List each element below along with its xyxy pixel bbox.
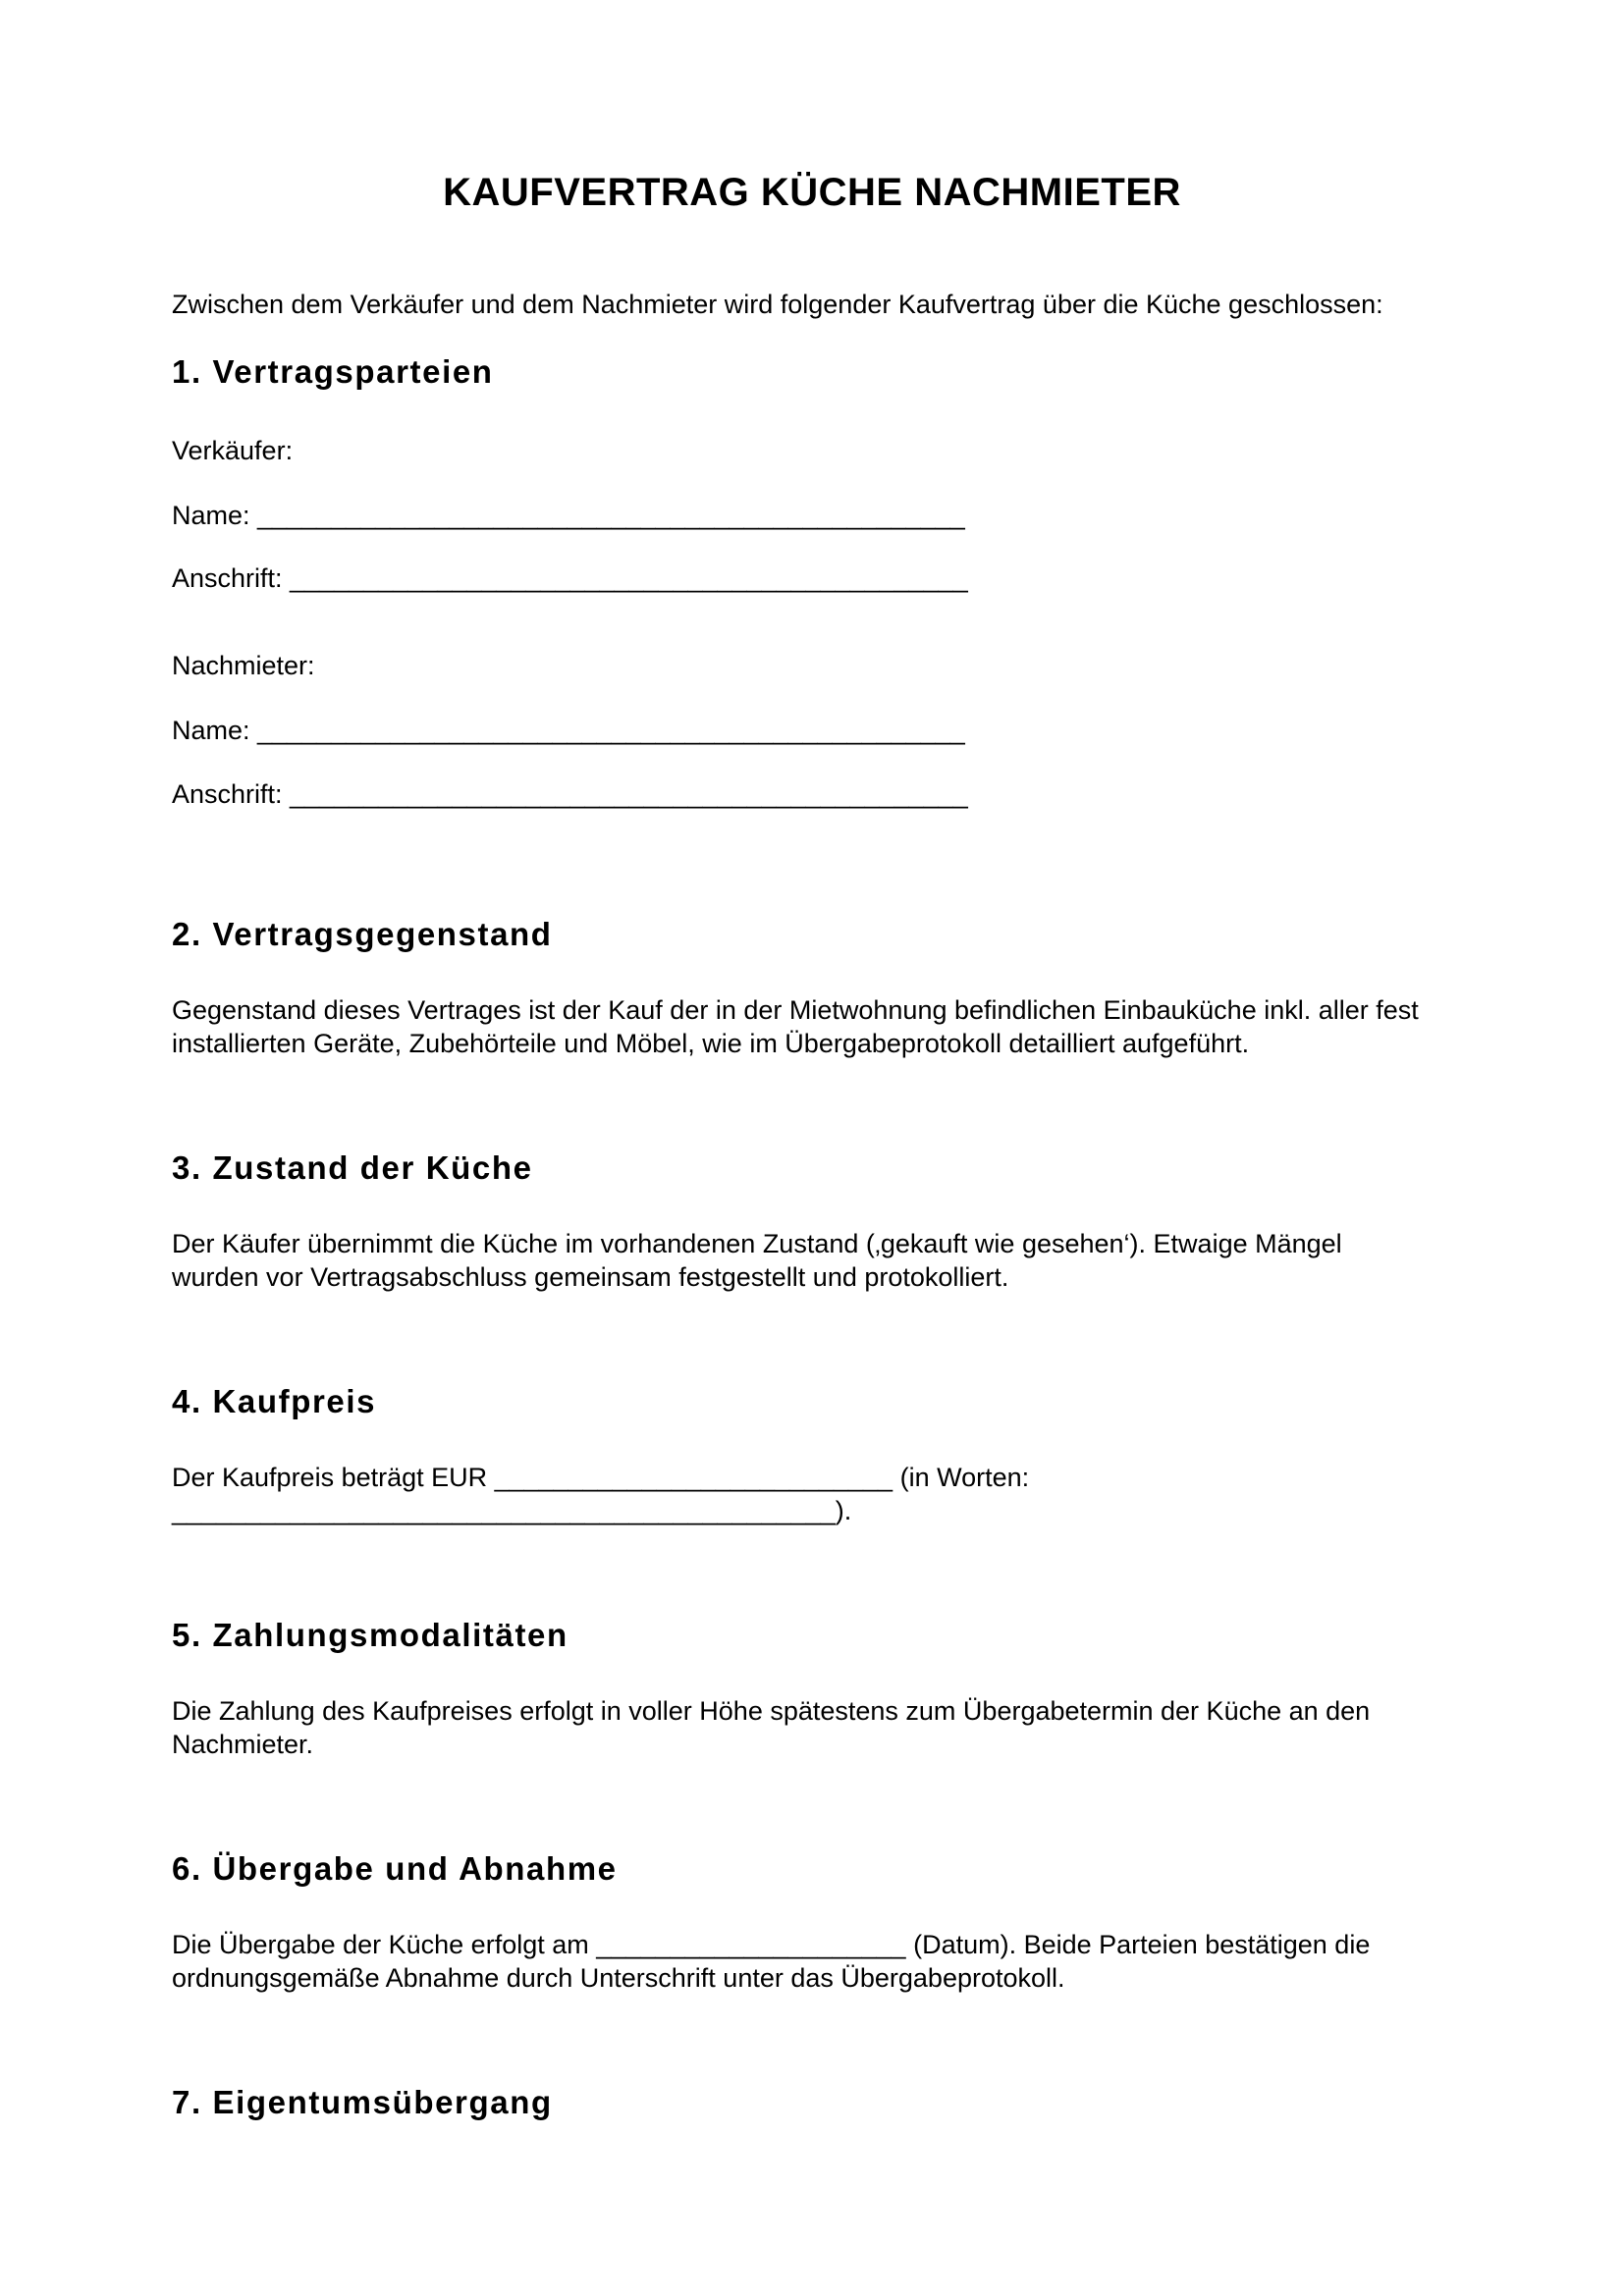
section-2-line-2: installierten Geräte, Zubehörteile und Möbel, wie im Übergabeprotokoll detailliert aufgeführt. bbox=[172, 1029, 1250, 1058]
section-3-line-1: Der Käufer übernimmt die Küche im vorhandenen Zustand (‚gekauft wie gesehen‘). Etwaige Mängel bbox=[172, 1229, 1342, 1258]
section-2-line-1: Gegenstand dieses Vertrages ist der Kauf der in der Mietwohnung befindlichen Einbauküche inkl. aller fest bbox=[172, 995, 1419, 1025]
section-6-line-2: ordnungsgemäße Abnahme durch Unterschrift unter das Übergabeprotokoll. bbox=[172, 1963, 1065, 1993]
section-1-heading: 1. Vertragsparteien bbox=[172, 353, 494, 390]
section-2-heading: 2. Vertragsgegenstand bbox=[172, 916, 553, 952]
tenant-label: Nachmieter: bbox=[172, 651, 315, 680]
section-3-line-2: wurden vor Vertragsabschluss gemeinsam festgestellt und protokolliert. bbox=[172, 1262, 1009, 1292]
tenant-address-field: Anschrift: ______________________________________________ bbox=[172, 779, 968, 809]
section-5-line-1: Die Zahlung des Kaufpreises erfolgt in voller Höhe spätestens zum Übergabetermin der Küche an den bbox=[172, 1696, 1371, 1726]
section-4-line-2: _____________________________________________). bbox=[172, 1496, 852, 1525]
section-4-line-1: Der Kaufpreis beträgt EUR ___________________________ (in Worten: bbox=[172, 1463, 1030, 1492]
section-3-heading: 3. Zustand der Küche bbox=[172, 1149, 533, 1186]
document-title: KAUFVERTRAG KÜCHE NACHMIETER bbox=[443, 171, 1181, 214]
intro-text: Zwischen dem Verkäufer und dem Nachmieter wird folgender Kaufvertrag über die Küche geschlossen: bbox=[172, 290, 1383, 319]
seller-address-field: Anschrift: ______________________________________________ bbox=[172, 563, 968, 593]
tenant-name-field: Name: ________________________________________________ bbox=[172, 716, 965, 745]
section-7-heading: 7. Eigentumsübergang bbox=[172, 2084, 553, 2120]
seller-label: Verkäufer: bbox=[172, 436, 294, 465]
section-5-heading: 5. Zahlungsmodalitäten bbox=[172, 1617, 568, 1653]
seller-name-field: Name: ________________________________________________ bbox=[172, 501, 965, 530]
section-4-heading: 4. Kaufpreis bbox=[172, 1383, 377, 1419]
section-6-heading: 6. Übergabe und Abnahme bbox=[172, 1850, 618, 1887]
section-5-line-2: Nachmieter. bbox=[172, 1730, 314, 1759]
section-6-line-1: Die Übergabe der Küche erfolgt am _____________________ (Datum). Beide Parteien bestätigen die bbox=[172, 1930, 1371, 1959]
